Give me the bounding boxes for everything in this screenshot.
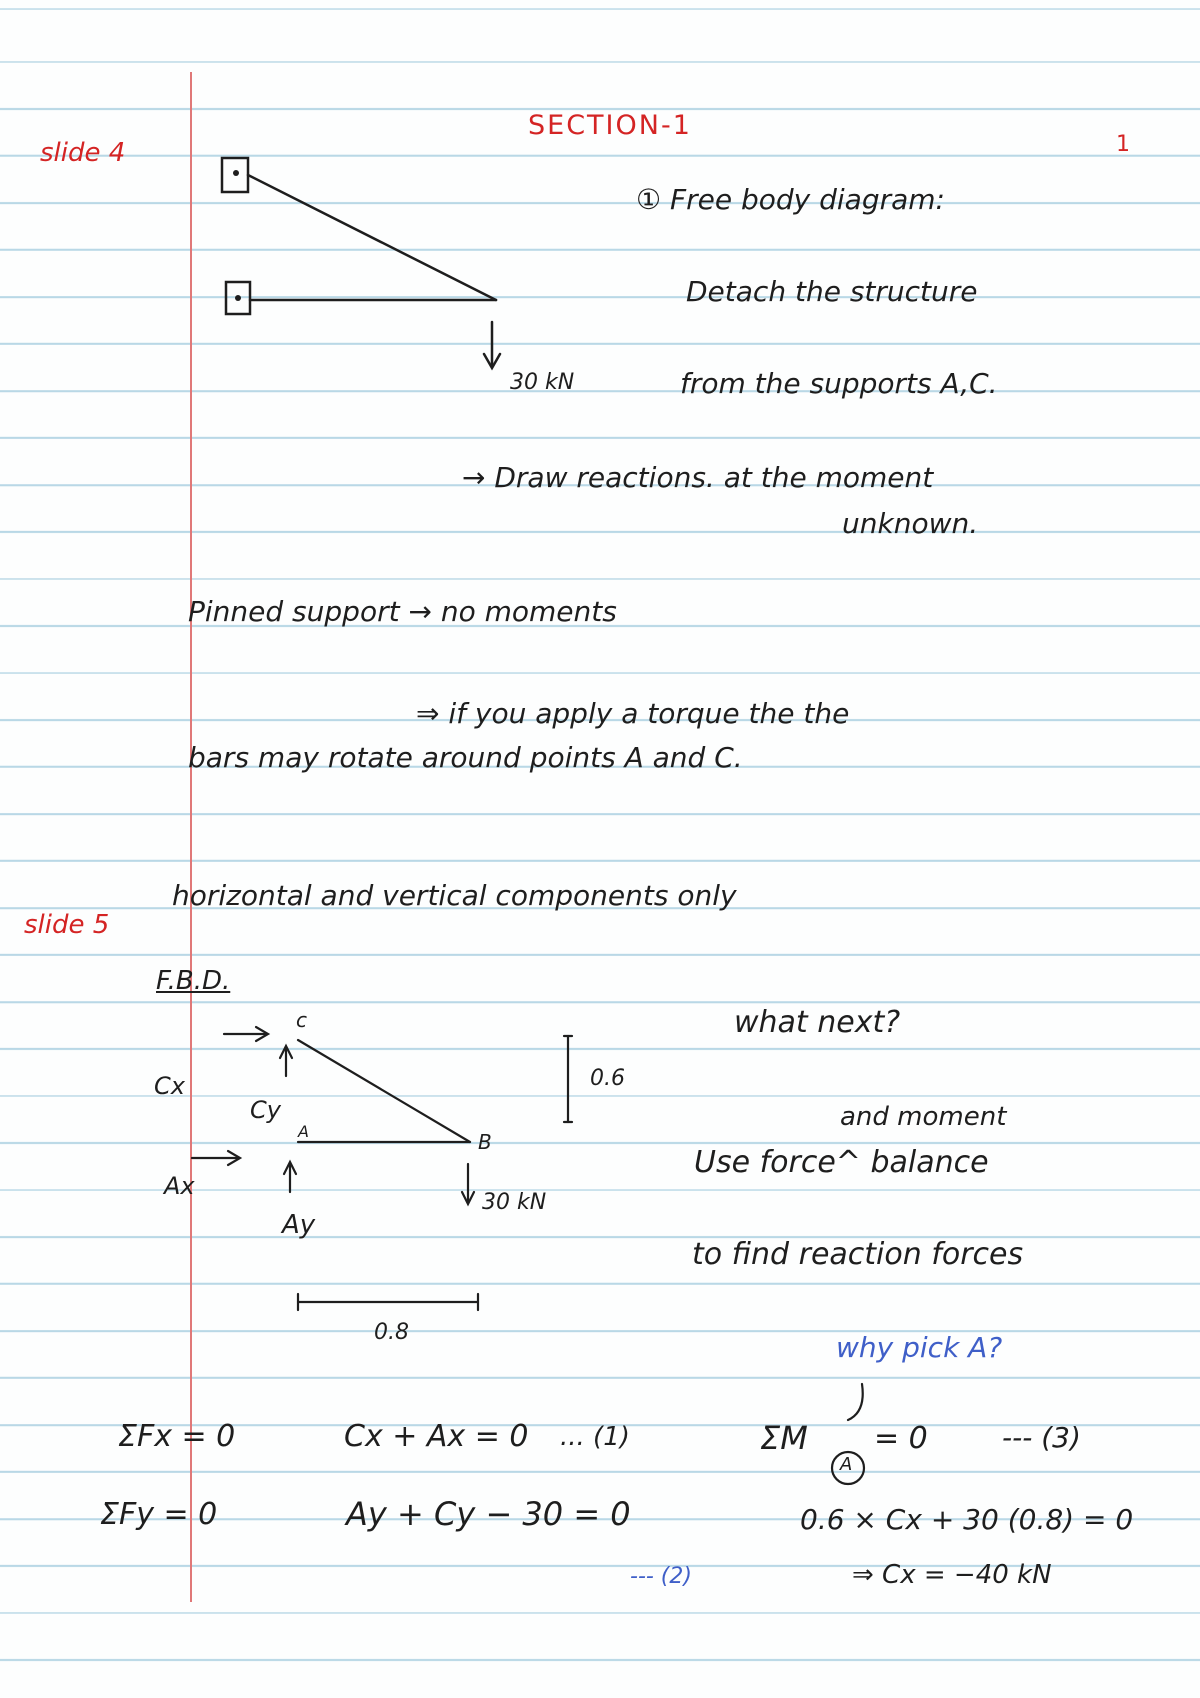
slide-5-label: slide 5 [24,910,110,940]
fbd-title: F.B.D. [156,966,231,996]
eq3-lhs: ΣM [760,1419,808,1457]
note-why-pick-a: why pick A? [836,1331,1003,1364]
eq2-number: --- (2) [630,1564,692,1589]
slide-4-label: slide 4 [40,138,126,168]
note-detach: Detach the structure [686,275,978,308]
pointer-hook [848,1384,863,1420]
label-b: B [478,1130,492,1154]
slide4-load-label: 30 kN [510,370,575,395]
label-c: c [296,1008,307,1032]
label-a: A [298,1122,309,1141]
eq1-lhs: ΣFx = 0 [118,1419,236,1454]
section-title: SECTION-1 [528,110,692,141]
note-from-supports: from the supports A,C. [680,367,998,400]
note-pinned-support: Pinned support → no moments [188,595,617,628]
eq2-rhs: Ay + Cy − 30 = 0 [346,1495,631,1533]
note-and-moment: and moment [840,1102,1007,1132]
fbd-load-label: 30 kN [482,1190,547,1215]
eq3-subscript: A [840,1454,853,1475]
note-use-balance: Use force^ balance [694,1145,989,1180]
note-fbd-heading: ① Free body diagram: [636,183,945,216]
eq3-number: --- (3) [1002,1421,1081,1454]
label-ax: Ax [164,1172,195,1200]
note-apply-torque: ⇒ if you apply a torque the the [416,697,850,730]
note-components-only: horizontal and vertical components only [172,879,737,912]
note-draw-reactions: → Draw reactions. at the moment [462,461,934,494]
fbd-bar-cb [298,1040,470,1142]
label-cy: Cy [250,1096,281,1124]
eq3-expand: 0.6 × Cx + 30 (0.8) = 0 [800,1503,1134,1536]
label-height: 0.6 [590,1066,625,1091]
note-unknown: unknown. [842,507,979,540]
note-bars-rotate: bars may rotate around points A and C. [188,741,743,774]
eq1-rhs: Cx + Ax = 0 [344,1419,529,1454]
eq1-number: ... (1) [560,1422,630,1452]
eq3-rhs: = 0 [874,1421,928,1456]
eq2-lhs: ΣFy = 0 [100,1497,218,1532]
page-number: 1 [1116,132,1130,157]
note-to-find: to find reaction forces [692,1237,1024,1272]
eq3-result: ⇒ Cx = −40 kN [852,1560,1052,1590]
label-width: 0.8 [374,1320,409,1345]
note-what-next: what next? [734,1005,901,1040]
label-ay: Ay [282,1210,316,1240]
label-cx: Cx [154,1072,185,1100]
